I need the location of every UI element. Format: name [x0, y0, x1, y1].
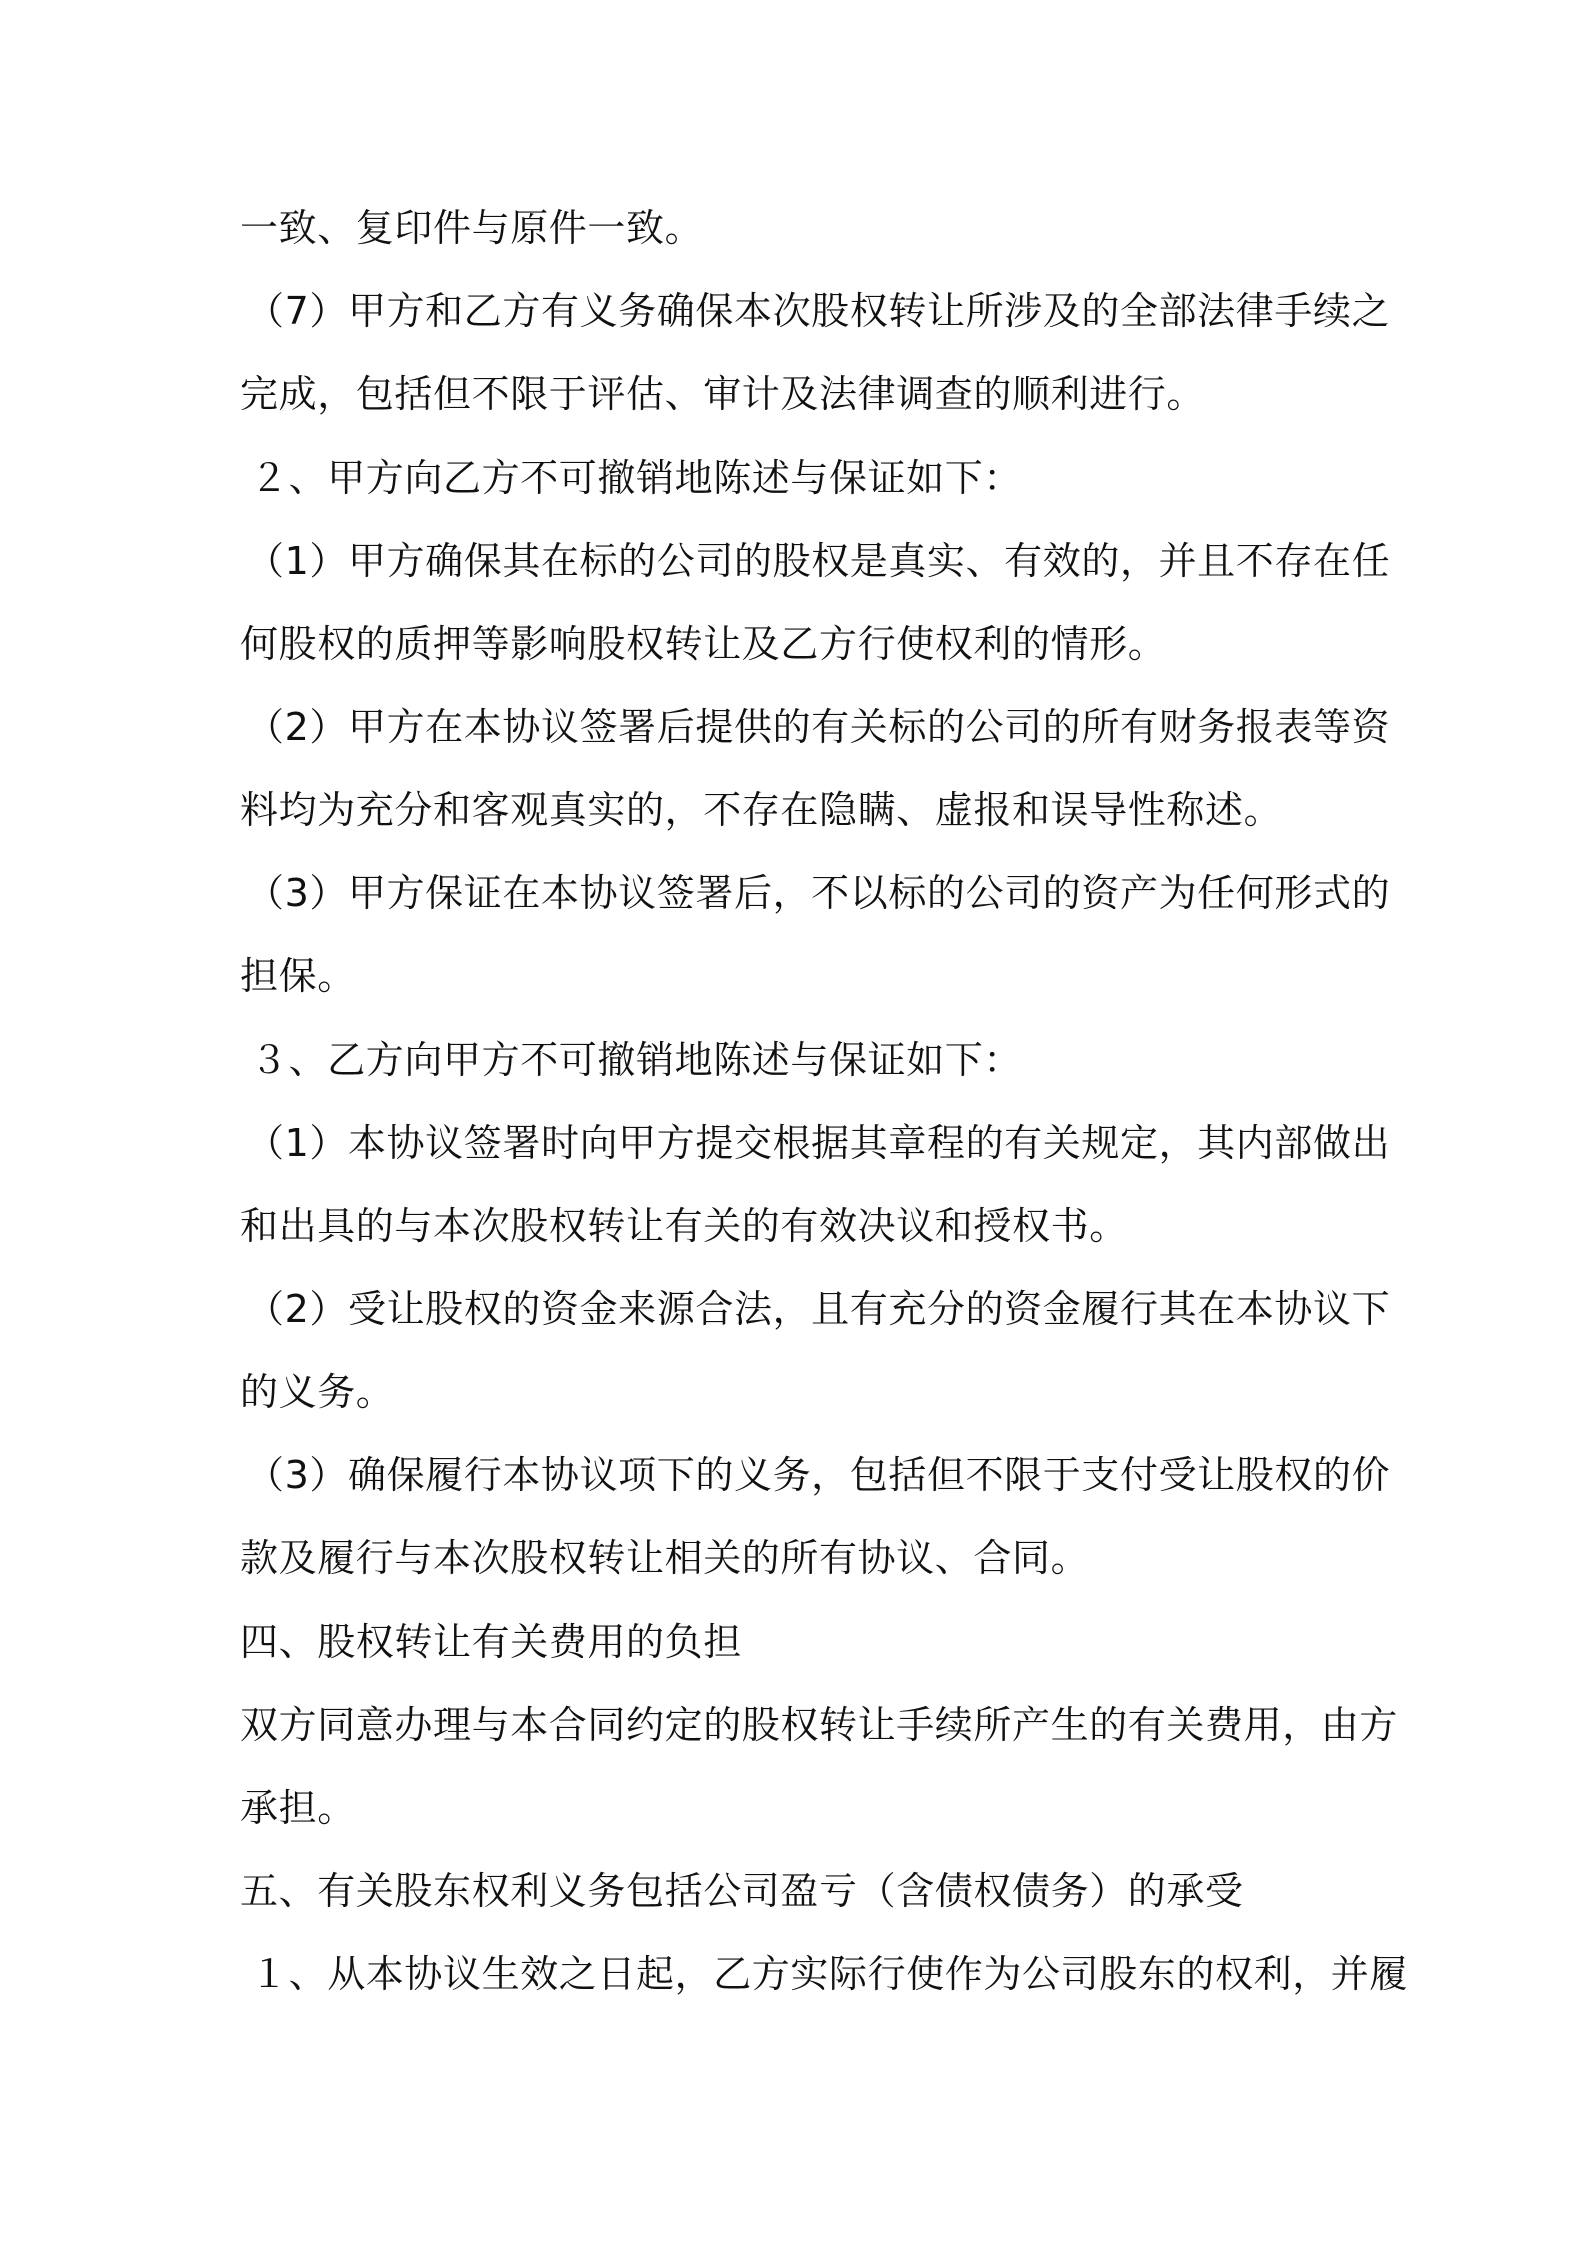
- text-line-22: １、从本协议生效之日起，乙方实际行使作为公司股东的权利，并履: [250, 1952, 1409, 1996]
- text-line-7: （2）甲方在本协议签署后提供的有关标的公司的所有财务报表等资: [246, 705, 1391, 749]
- text-line-18: 四、股权转让有关费用的负担: [240, 1620, 742, 1664]
- text-line-5: （1）甲方确保其在标的公司的股权是真实、有效的，并且不存在任: [246, 539, 1391, 583]
- text-line-9: （3）甲方保证在本协议签署后，不以标的公司的资产为任何形式的: [246, 871, 1391, 915]
- text-line-8: 料均为充分和客观真实的，不存在隐瞒、虚报和误导性称述。: [240, 788, 1283, 832]
- text-line-17: 款及履行与本次股权转让相关的所有协议、合同。: [240, 1536, 1090, 1580]
- text-line-11: ３、乙方向甲方不可撤销地陈述与保证如下：: [250, 1038, 1023, 1082]
- text-line-21: 五、有关股东权利义务包括公司盈亏（含债权债务）的承受: [240, 1869, 1244, 1913]
- text-line-15: 的义务。: [240, 1370, 395, 1414]
- text-line-10: 担保。: [240, 954, 356, 998]
- text-line-6: 何股权的质押等影响股权转让及乙方行使权利的情形。: [240, 622, 1167, 666]
- text-line-16: （3）确保履行本协议项下的义务，包括但不限于支付受让股权的价: [246, 1453, 1391, 1497]
- text-line-20: 承担。: [240, 1786, 356, 1830]
- text-line-3: 完成，包括但不限于评估、审计及法律调查的顺利进行。: [240, 372, 1206, 416]
- text-line-14: （2）受让股权的资金来源合法，且有充分的资金履行其在本协议下: [246, 1287, 1391, 1331]
- text-line-13: 和出具的与本次股权转让有关的有效决议和授权书。: [240, 1204, 1128, 1248]
- text-line-4: ２、甲方向乙方不可撤销地陈述与保证如下：: [250, 456, 1023, 500]
- text-line-19: 双方同意办理与本合同约定的股权转让手续所产生的有关费用，由方: [240, 1703, 1399, 1747]
- text-line-12: （1）本协议签署时向甲方提交根据其章程的有关规定，其内部做出: [246, 1121, 1391, 1165]
- text-line-2: （7）甲方和乙方有义务确保本次股权转让所涉及的全部法律手续之: [246, 289, 1391, 333]
- text-line-1: 一致、复印件与原件一致。: [240, 206, 704, 250]
